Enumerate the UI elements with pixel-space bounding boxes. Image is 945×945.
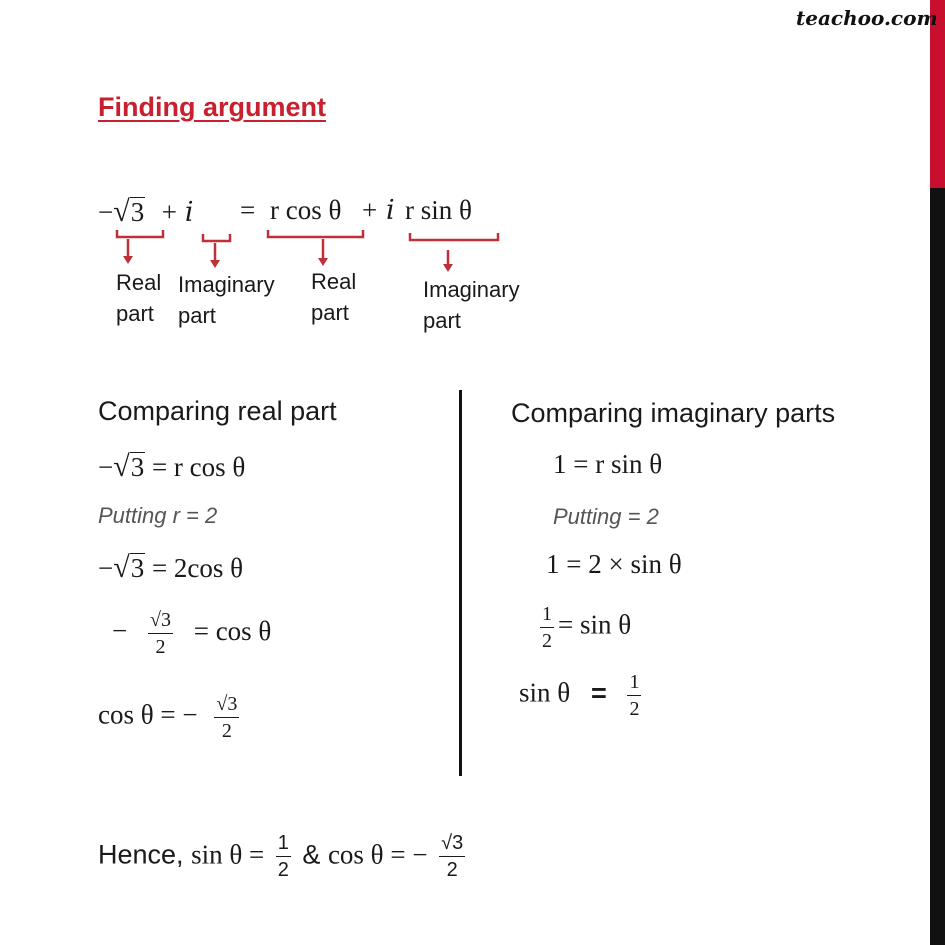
left-putting-note: Putting r = 2 xyxy=(98,503,218,528)
eq-rsin: r sin θ xyxy=(405,195,472,225)
arrow-imag2 xyxy=(443,264,453,272)
left-heading: Comparing real part xyxy=(98,396,337,426)
label-imaginary-part-1: Imaginary part xyxy=(178,272,275,328)
left-line4: cos θ = − $\frac{√3}{2}$ xyxy=(98,693,238,742)
eq-plus: + xyxy=(362,195,378,225)
right-line4: sin θ = $\frac{1}{2}$ xyxy=(519,671,640,720)
conclusion-line: Hence, sin θ = $\frac{1}{2}$ & cos θ = − $\frac{√3}{2}$ xyxy=(98,832,464,881)
label-real-part-2: Real part xyxy=(311,269,357,325)
right-line3: $\frac{1}{2}$ = sin θ xyxy=(542,603,632,652)
eq-minus: − xyxy=(98,197,114,227)
arrow-imag1 xyxy=(210,260,220,268)
left-line1: −√3 = r cos θ xyxy=(98,450,246,483)
right-putting-note: Putting = 2 xyxy=(553,504,659,529)
left-line3: − $\frac{√3}{2}$ = cos θ xyxy=(112,609,272,658)
left-line2: −√3 = 2cos θ xyxy=(98,551,244,584)
label-imaginary-part-2: Imaginary part xyxy=(423,277,520,333)
right-line2: 1 = 2 × sin θ xyxy=(546,549,682,579)
teachoo-logo: teachoo.com xyxy=(796,6,938,30)
arrow-real2 xyxy=(318,258,328,266)
brace-imag1 xyxy=(203,234,230,241)
eq-sqrt3: 3 xyxy=(130,197,145,227)
eq-rcos: r cos θ xyxy=(270,195,342,225)
main-equation: −√3 + 𝑖 xyxy=(98,195,194,228)
brace-real2 xyxy=(268,230,363,237)
right-line1: 1 = r sin θ xyxy=(553,449,663,479)
brace-imag2 xyxy=(410,233,498,240)
arrow-real1 xyxy=(123,256,133,264)
right-heading: Comparing imaginary parts xyxy=(511,398,836,428)
column-divider xyxy=(459,390,462,776)
eq-i: 𝑖 xyxy=(386,195,395,225)
eq-equals: = xyxy=(240,195,256,225)
brace-real1 xyxy=(117,230,163,237)
label-real-part-1: Real part xyxy=(116,270,162,326)
eq-plus-i: + 𝑖 xyxy=(159,197,194,227)
page-title: Finding argument xyxy=(98,92,326,122)
